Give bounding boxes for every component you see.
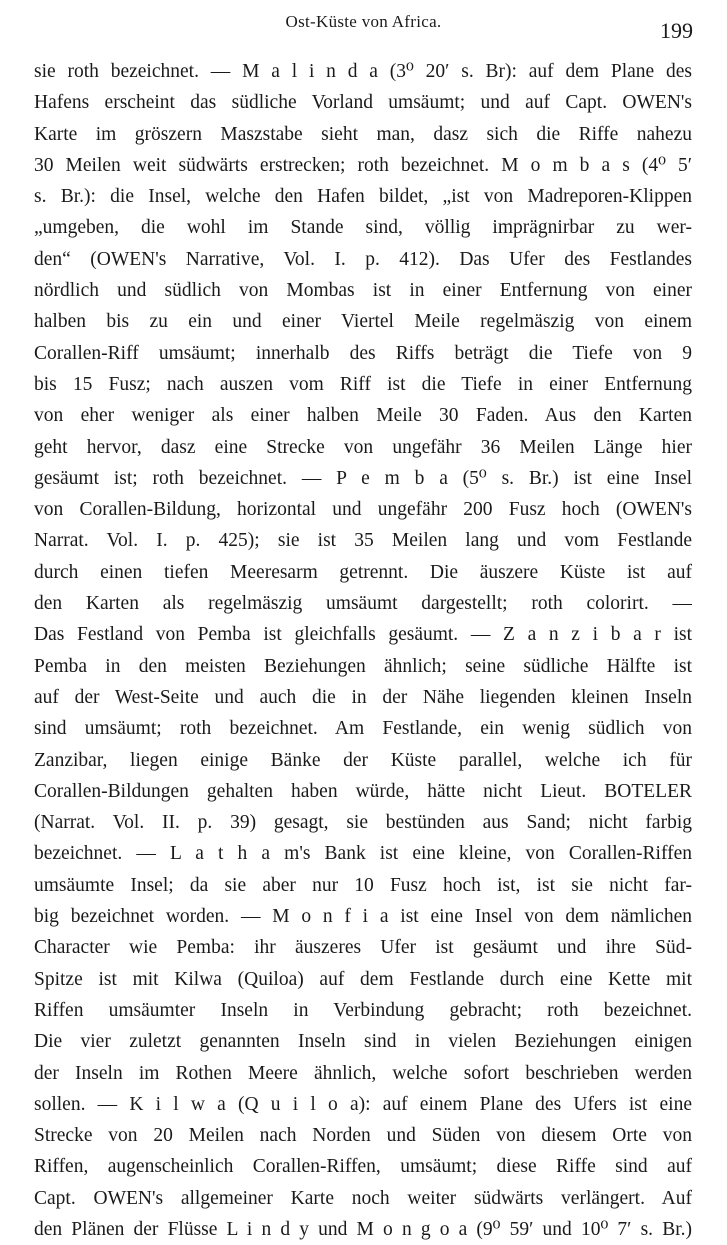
text-line: bis 15 Fusz; nach auszen vom Riff ist die Tiefe in einer Entfernung xyxy=(34,373,692,395)
text-line: Riffen umsäumter Inseln in Verbindung gebracht; roth bezeichnet. xyxy=(34,999,692,1021)
text-line: geht hervor, dasz eine Strecke von ungefähr 36 Meilen Länge hier xyxy=(34,436,692,458)
text-line: den Plänen der Flüsse L i n d y und M o n g o a (9⁰ 59′ und 10⁰ 7′ s. Br.) xyxy=(34,1218,692,1240)
text-line: der Inseln im Rothen Meere ähnlich, welche sofort beschrieben werden xyxy=(34,1062,692,1084)
text-line: bezeichnet. — L a t h a m's Bank ist eine kleine, von Corallen-Riffen xyxy=(34,843,692,865)
text-line: Corallen-Bildungen gehalten haben würde, hätte nicht Lieut. BOTELER xyxy=(34,780,692,802)
text-line: sind umsäumt; roth bezeichnet. Am Festlande, ein wenig südlich von xyxy=(34,718,692,740)
running-title: Ost-Küste von Africa. xyxy=(285,12,442,31)
text-line: (Narrat. Vol. II. p. 39) gesagt, sie bestünden aus Sand; nicht farbig xyxy=(34,812,692,834)
text-line: von Corallen-Bildung, horizontal und ungefähr 200 Fusz hoch (OWEN's xyxy=(34,499,692,521)
body-text xyxy=(34,56,692,1245)
text-line: Narrat. Vol. I. p. 425); sie ist 35 Meilen lang und vom Festlande xyxy=(34,530,692,552)
text-line: sollen. — K i l w a (Q u i l o a): auf einem Plane des Ufers ist eine xyxy=(34,1093,692,1115)
text-line: Hafens erscheint das südliche Vorland umsäumt; und auf Capt. OWEN's xyxy=(34,92,692,114)
text-line: umsäumte Insel; da sie aber nur 10 Fusz hoch ist, ist sie nicht far- xyxy=(34,874,692,896)
text-line: „umgeben, die wohl im Stande sind, völlig imprägnirbar zu wer- xyxy=(34,217,692,239)
running-head xyxy=(0,8,727,43)
text-line: Karte im gröszern Maszstabe sieht man, dasz sich die Riffe nahezu xyxy=(34,123,692,145)
page-number: 199 xyxy=(660,18,693,43)
text-line: Capt. OWEN's allgemeiner Karte noch weiter südwärts verlängert. Auf xyxy=(34,1187,692,1209)
text-line: Zanzibar, liegen einige Bänke der Küste parallel, welche ich für xyxy=(34,749,692,771)
text-line: Pemba in den meisten Beziehungen ähnlich; seine südliche Hälfte ist xyxy=(34,655,692,677)
text-line: Die vier zuletzt genannten Inseln sind in vielen Beziehungen einigen xyxy=(34,1031,692,1053)
text-line: Riffen, augenscheinlich Corallen-Riffen, umsäumt; diese Riffe sind auf xyxy=(34,1156,692,1178)
text-line: Das Festland von Pemba ist gleichfalls gesäumt. — Z a n z i b a r ist xyxy=(34,624,692,646)
text-line: durch einen tiefen Meeresarm getrennt. Die äuszere Küste ist auf xyxy=(34,561,692,583)
text-line: gesäumt ist; roth bezeichnet. — P e m b a (5⁰ s. Br.) ist eine Insel xyxy=(34,467,692,489)
text-line: s. Br.): die Insel, welche den Hafen bildet, „ist von Madreporen-Klippen xyxy=(34,186,692,208)
text-line: Strecke von 20 Meilen nach Norden und Süden von diesem Orte von xyxy=(34,1125,692,1147)
text-line: den“ (OWEN's Narrative, Vol. I. p. 412). Das Ufer des Festlandes xyxy=(34,248,692,270)
text-line: nördlich und südlich von Mombas ist in einer Entfernung von einer xyxy=(34,280,692,302)
text-line: Corallen-Riff umsäumt; innerhalb des Riffs beträgt die Tiefe von 9 xyxy=(34,342,692,364)
text-line: von eher weniger als einer halben Meile 30 Faden. Aus den Karten xyxy=(34,405,692,427)
text-line: Character wie Pemba: ihr äuszeres Ufer ist gesäumt und ihre Süd- xyxy=(34,937,692,959)
text-line: Spitze ist mit Kilwa (Quiloa) auf dem Festlande durch eine Kette mit xyxy=(34,968,692,990)
text-line: sie roth bezeichnet. — M a l i n d a (3⁰ 20′ s. Br): auf dem Plane des xyxy=(34,61,692,82)
text-line: auf der West-Seite und auch die in der Nähe liegenden kleinen Inseln xyxy=(34,686,692,708)
text-line: halben bis zu ein und einer Viertel Meile regelmäszig von einem xyxy=(34,311,692,333)
text-line: big bezeichnet worden. — M o n f i a ist eine Insel von dem nämlichen xyxy=(34,906,692,928)
text-line: 30 Meilen weit südwärts erstrecken; roth bezeichnet. M o m b a s (4⁰ 5′ xyxy=(34,154,692,176)
text-line: den Karten als regelmäszig umsäumt dargestellt; roth colorirt. — xyxy=(34,593,692,615)
